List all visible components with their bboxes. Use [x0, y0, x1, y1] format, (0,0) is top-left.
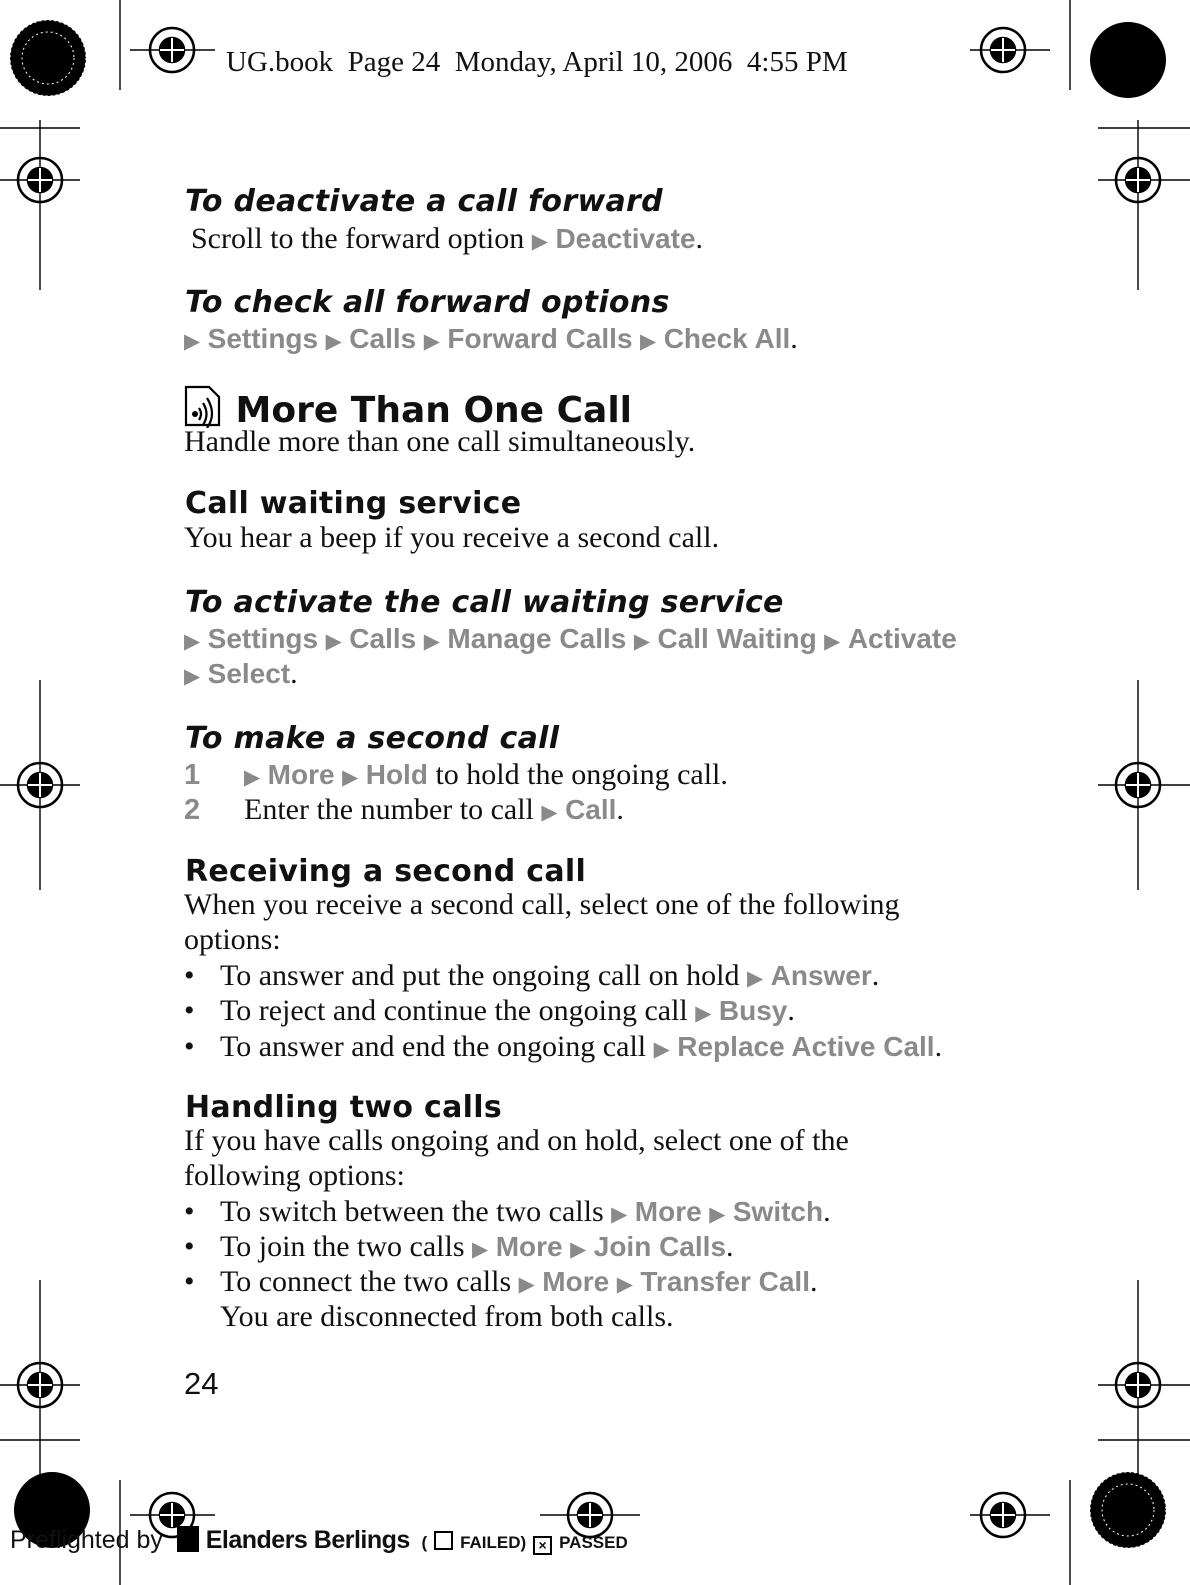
menu-forward-calls: Forward Calls [447, 323, 633, 354]
menu-replace-active-call: Replace Active Call [677, 1031, 935, 1062]
list-item: • To answer and put the ongoing call on hold ▶ Answer. [184, 959, 880, 992]
deactivate-heading: To deactivate a call forward [185, 184, 663, 219]
arrow-right-icon: ▶ [616, 1272, 633, 1296]
bullet: • [184, 1030, 195, 1063]
passed-checkbox-icon: × [533, 1536, 552, 1555]
menu-transfer-call: Transfer Call [640, 1266, 810, 1297]
second-call-heading: To make a second call [185, 721, 560, 756]
menu-more: More [267, 759, 335, 790]
handling-text-1: If you have calls ongoing and on hold, select one of the [184, 1124, 849, 1157]
arrow-right-icon: ▶ [633, 629, 650, 653]
second-call-step-1 [184, 758, 728, 792]
activate-waiting-path-cont: ▶ Select. [184, 657, 298, 690]
preflight-passed: PASSED [559, 1533, 628, 1552]
menu-join-calls: Join Calls [593, 1231, 727, 1262]
menu-more: More [495, 1231, 563, 1262]
menu-switch: Switch [732, 1196, 824, 1227]
step-text: Enter the number to call [244, 793, 542, 826]
bullet-text: To answer and put the ongoing call on hold [220, 959, 747, 992]
receiving-text-1: When you receive a second call, select one of the following [184, 888, 900, 921]
arrow-right-icon: ▶ [325, 629, 342, 653]
network-signal-icon [183, 384, 223, 428]
preflight-prefix: Preflighted by [10, 1526, 163, 1554]
menu-more: More [634, 1196, 702, 1227]
bullet-text: To answer and end the ongoing call [220, 1030, 654, 1063]
menu-call-waiting: Call Waiting [657, 623, 817, 654]
menu-deactivate: Deactivate [555, 223, 696, 254]
menu-select: Select [207, 658, 291, 689]
arrow-right-icon: ▶ [472, 1237, 489, 1261]
arrow-right-icon: ▶ [518, 1272, 535, 1296]
handling-note: You are disconnected from both calls. [220, 1300, 674, 1333]
bullet: • [184, 1265, 195, 1298]
menu-manage-calls: Manage Calls [447, 623, 627, 654]
preflight-brand: Elanders Berlings [205, 1526, 410, 1554]
list-item: • To connect the two calls ▶ More ▶ Transfer Call. [184, 1265, 818, 1298]
bullet-text: To switch between the two calls [220, 1195, 612, 1228]
menu-check-all: Check All [663, 323, 791, 354]
activate-waiting-heading: To activate the call waiting service [185, 585, 784, 620]
menu-call: Call [565, 794, 617, 825]
deactivate-instruction: Scroll to the forward option ▶ Deactivate. [191, 222, 704, 255]
print-header: UG.book Page 24 Monday, April 10, 2006 4:55 PM [226, 46, 848, 78]
arrow-right-icon: ▶ [570, 1237, 587, 1261]
check-all-path: ▶ Settings ▶ Calls ▶ Forward Calls ▶ Check All. [184, 322, 798, 355]
arrow-right-icon: ▶ [184, 629, 201, 653]
arrow-right-icon: ▶ [695, 1001, 712, 1025]
arrow-right-icon: ▶ [531, 229, 548, 253]
bullet: • [184, 1230, 195, 1263]
activate-waiting-path [184, 622, 957, 656]
menu-busy: Busy [718, 995, 788, 1026]
arrow-right-icon: ▶ [184, 664, 201, 688]
arrow-right-icon: ▶ [611, 1202, 628, 1226]
menu-settings: Settings [207, 323, 319, 354]
arrow-right-icon: ▶ [423, 629, 440, 653]
menu-settings: Settings [207, 623, 319, 654]
menu-hold: Hold [365, 759, 428, 790]
bullet-text: To join the two calls [220, 1230, 473, 1263]
menu-activate: Activate [847, 623, 957, 654]
bullet-text: To connect the two calls [220, 1265, 519, 1298]
receiving-text-2: options: [184, 923, 281, 956]
menu-more: More [542, 1266, 610, 1297]
section-title [183, 384, 632, 431]
bullet-text: To reject and continue the ongoing call [220, 994, 696, 1027]
elanders-logo-icon [177, 1526, 199, 1552]
arrow-right-icon: ▶ [824, 629, 841, 653]
call-waiting-text: You hear a beep if you receive a second call. [184, 521, 720, 554]
section-intro: Handle more than one call simultaneously. [184, 425, 696, 458]
second-call-step-2: 2 Enter the number to call ▶ Call. [184, 793, 624, 826]
arrow-right-icon: ▶ [423, 329, 440, 353]
arrow-right-icon: ▶ [653, 1037, 670, 1061]
arrow-right-icon: ▶ [541, 800, 558, 824]
preflight-stamp: Preflighted by Elanders Berlings ( FAILED) × PASSED [10, 1526, 628, 1554]
bullet: • [184, 1195, 195, 1228]
step-number: 2 [184, 794, 201, 826]
failed-checkbox-icon [434, 1531, 453, 1550]
handling-heading: Handling two calls [185, 1090, 502, 1125]
section-title-text: More Than One Call [235, 390, 633, 431]
arrow-right-icon: ▶ [746, 966, 764, 990]
arrow-right-icon: ▶ [342, 765, 359, 789]
list-item: • To switch between the two calls ▶ More ▶ Switch. [184, 1195, 831, 1228]
deactivate-text: Scroll to the forward option [191, 222, 525, 255]
arrow-right-icon: ▶ [325, 329, 342, 353]
step-number: 1 [184, 759, 201, 791]
arrow-right-icon: ▶ [244, 765, 261, 789]
list-item: • To reject and continue the ongoing call ▶ Busy. [184, 994, 795, 1027]
arrow-right-icon: ▶ [640, 329, 657, 353]
bullet: • [184, 959, 195, 992]
call-waiting-heading: Call waiting service [185, 486, 522, 521]
menu-calls: Calls [349, 623, 417, 654]
step-text: to hold the ongoing call. [427, 758, 728, 791]
arrow-right-icon: ▶ [184, 329, 201, 353]
preflight-failed: FAILED [460, 1533, 521, 1552]
list-item: • To join the two calls ▶ More ▶ Join Calls. [184, 1230, 734, 1263]
list-item: • To answer and end the ongoing call ▶ Replace Active Call. [184, 1030, 943, 1063]
handling-text-2: following options: [184, 1159, 405, 1192]
menu-calls: Calls [349, 323, 417, 354]
arrow-right-icon: ▶ [709, 1202, 726, 1226]
bullet: • [184, 994, 195, 1027]
page-number: 24 [184, 1366, 219, 1401]
menu-answer: Answer [770, 960, 872, 991]
receiving-heading: Receiving a second call [185, 854, 587, 889]
check-all-heading: To check all forward options [185, 285, 670, 320]
